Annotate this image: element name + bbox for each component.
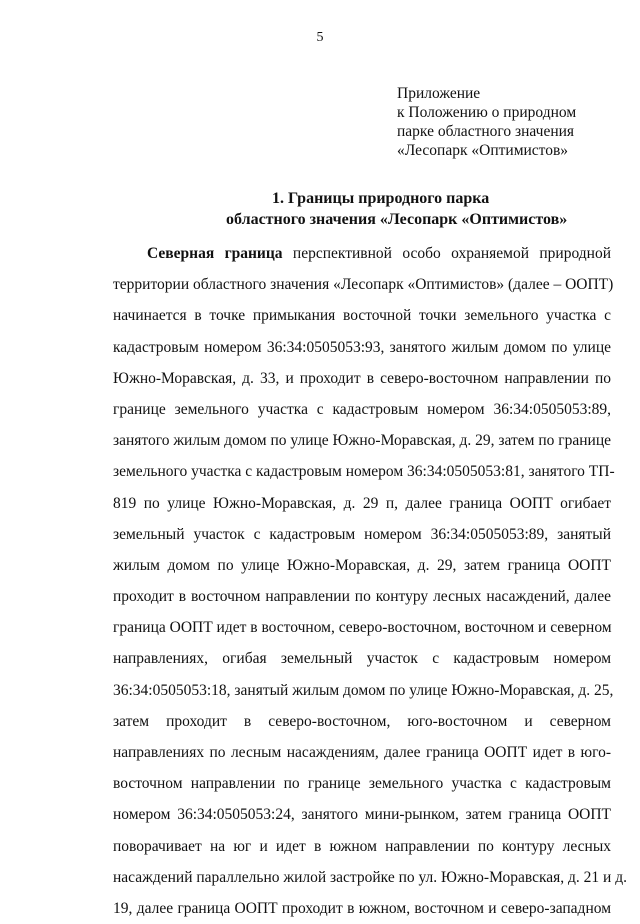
paragraph-line: земельного участка с кадастровым номером 36:34:0505053:81, занятого ТП- <box>113 463 615 481</box>
paragraph-line: 819 по улице Южно-Моравская, д. 29 п, далее граница ООПТ огибает <box>113 494 611 512</box>
paragraph-line: направлениях по лесным насаждениям, далее граница ООПТ идет в юго- <box>113 744 611 761</box>
appendix-line: парке областного значения <box>397 123 575 140</box>
paragraph-line: территории областного значения «Лесопарк «Оптимистов» (далее – ООПТ) <box>113 276 614 294</box>
paragraph-line: 36:34:0505053:18, занятый жилым домом по улице Южно-Моравская, д. 25, <box>113 681 614 699</box>
paragraph-line: границе земельного участка с кадастровым номером 36:34:0505053:89, <box>113 400 611 418</box>
paragraph-line: затем проходит в северо-восточном, юго-восточном и северном <box>113 712 611 730</box>
page-number: 5 <box>316 30 324 45</box>
paragraph-line: насаждений параллельно жилой застройке по ул. Южно-Моравская, д. 21 и д. <box>113 868 627 886</box>
appendix-line: Приложение <box>397 85 481 102</box>
paragraph-line: начинается в точке примыкания восточной точки земельного участка с <box>113 307 611 325</box>
appendix-line: к Положению о природном <box>397 104 577 121</box>
paragraph-line: номером 36:34:0505053:24, занятого мини-рынком, затем граница ООПТ <box>113 806 611 824</box>
paragraph-line: проходит в восточном направлении по контуру лесных насаждений, далее <box>113 588 611 606</box>
paragraph-line <box>113 238 611 269</box>
paragraph-line: направлениях, огибая земельный участок с кадастровым номером <box>113 650 611 668</box>
paragraph-line: поворачивает на юг и идет в южном направлении по контуру лесных <box>113 837 611 855</box>
paragraph-line: Южно-Моравская, д. 33, и проходит в северо-восточном направлении по <box>113 369 611 387</box>
paragraph-line: кадастровым номером 36:34:0505053:93, занятого жилым домом по улице <box>113 338 611 356</box>
paragraph-line: граница ООПТ идет в восточном, северо-восточном, восточном и северном <box>113 619 612 637</box>
paragraph-line: занятого жилым домом по улице Южно-Моравская, д. 29, затем по границе <box>113 432 612 450</box>
bold-term: Северная граница <box>147 245 283 262</box>
paragraph-line: 19, далее граница ООПТ проходит в южном, восточном и северо-западном <box>113 899 611 917</box>
section-heading-line1: 1. Границы природного парка <box>272 190 490 207</box>
paragraph-line: жилым домом по улице Южно-Моравская, д. 29, затем граница ООПТ <box>113 556 611 574</box>
section-heading-line2: областного значения «Лесопарк «Оптимистов» <box>226 211 568 228</box>
appendix-block <box>397 84 576 160</box>
appendix-line: «Лесопарк «Оптимистов» <box>397 142 569 159</box>
paragraph-line: восточном направлении по границе земельного участка с кадастровым <box>113 775 611 793</box>
paragraph-line: земельный участок с кадастровым номером 36:34:0505053:89, занятый <box>113 525 611 543</box>
paragraph-text: перспективной особо охраняемой природной <box>282 245 611 262</box>
body-paragraph <box>113 238 627 924</box>
